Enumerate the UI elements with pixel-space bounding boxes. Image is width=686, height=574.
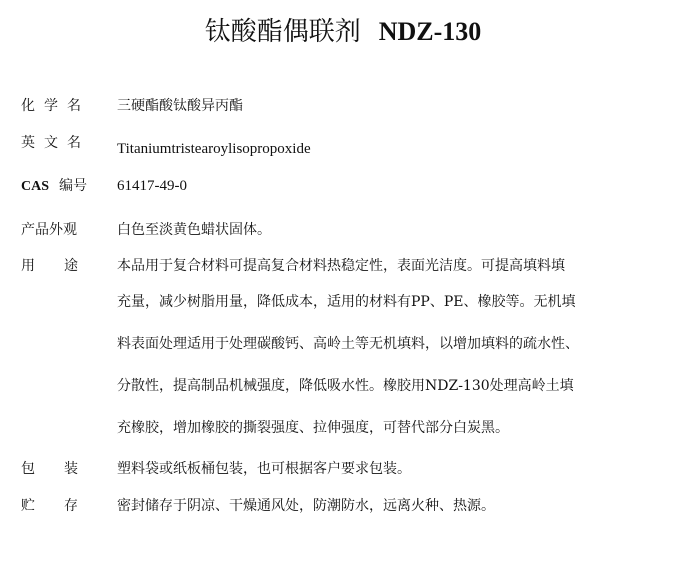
usage-line: 充量，减少树脂用量，降低成本，适用的材料有PP、PE、橡胶等。无机填 <box>117 294 576 310</box>
cas-label <box>21 176 87 197</box>
english-name-value: Titaniumtristearoylisopropoxide <box>117 141 311 157</box>
appearance-value: 白色至淡黄色蜡状固体。 <box>117 222 271 238</box>
usage-line: 料表面处理适用于处理碳酸钙、高岭土等无机填料，以增加填料的疏水性、 <box>117 336 579 352</box>
packaging-label: 包装 <box>21 461 107 477</box>
cas-value: 61417-49-0 <box>117 178 187 194</box>
product-model: NDZ-130 <box>378 17 482 46</box>
chemical-name-label: 化学名 <box>21 98 90 114</box>
usage-label: 用途 <box>21 258 107 274</box>
usage-line: 充橡胶，增加橡胶的撕裂强度、拉伸强度，可替代部分白炭黑。 <box>117 420 509 436</box>
storage-label: 贮存 <box>21 498 107 514</box>
packaging-value: 塑料袋或纸板桶包装，也可根据客户要求包装。 <box>117 461 411 477</box>
cas-label-bold: CAS <box>21 179 50 194</box>
usage-line: 分散性，提高制品机械强度，降低吸水性。橡胶用NDZ-130处理高岭土填 <box>117 378 574 394</box>
usage-line: 本品用于复合材料可提高复合材料热稳定性，表面光洁度。可提高填料填 <box>117 258 565 274</box>
appearance-label: 产品外观 <box>21 222 77 238</box>
product-name: 钛酸酯偶联剂 <box>204 17 361 47</box>
english-name-label: 英文名 <box>21 135 90 151</box>
chemical-name-value: 三硬酯酸钛酸异丙酯 <box>117 98 243 114</box>
storage-value: 密封储存于阴凉、干燥通风处，防潮防水，远离火种、热源。 <box>117 498 495 514</box>
document-title <box>0 14 686 50</box>
cas-label-rest: 编号 <box>59 178 88 194</box>
